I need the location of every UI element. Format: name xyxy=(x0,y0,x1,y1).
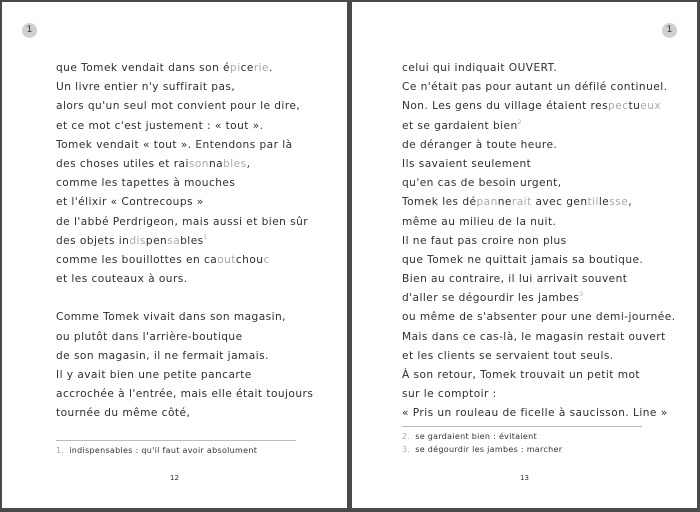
text-line xyxy=(402,270,652,289)
syllable-gray: pec xyxy=(608,100,629,113)
text-segment: Un livre entier n'y suffirait pas, xyxy=(56,81,236,94)
text-line xyxy=(56,270,306,289)
syllable-gray: sse xyxy=(609,196,629,209)
text-segment: de son magasin, il ne fermait jamais. xyxy=(56,349,269,362)
text-segment: sur le comptoir : xyxy=(402,388,497,401)
text-segment: Comme Tomek vivait dans son magasin, xyxy=(56,311,287,324)
text-segment: comme les bouillottes en ca xyxy=(56,253,218,266)
body-text xyxy=(56,59,314,424)
text-line xyxy=(402,308,676,327)
footnotes xyxy=(402,430,562,456)
text-segment: même au milieu de la nuit. xyxy=(402,215,557,228)
text-segment: , xyxy=(246,157,251,170)
syllable-gray: son xyxy=(188,157,209,170)
text-segment: pen xyxy=(145,234,168,247)
text-segment: Il ne faut pas croire non plus xyxy=(402,234,567,247)
page-number: 13 xyxy=(520,474,529,482)
text-line xyxy=(56,59,306,78)
syllable-gray: til xyxy=(587,196,599,209)
text-line xyxy=(56,404,306,423)
syllable-gray: out xyxy=(217,253,236,266)
footnote-text: indispensables : qu'il faut avoir absolument xyxy=(69,446,258,455)
syllable-gray: eux xyxy=(640,100,662,113)
text-segment: et les couteaux à ours. xyxy=(56,273,188,286)
syllable-gray: rie xyxy=(253,62,270,74)
text-line xyxy=(56,97,306,116)
footnote-ref: 3 xyxy=(579,291,584,299)
text-segment: Il y avait bien une petite pancarte xyxy=(56,369,252,381)
text-line xyxy=(56,174,306,193)
text-segment: na xyxy=(208,157,224,170)
text-segment: de l'abbé Perdrigeon, mais aussi et bien sûr xyxy=(56,215,309,228)
text-line xyxy=(402,404,668,423)
text-segment: que Tomek vendait dans son é xyxy=(56,62,231,74)
text-segment: Ils savaient seulement xyxy=(402,157,532,170)
text-line xyxy=(402,366,652,385)
text-segment: de déranger à toute heure. xyxy=(402,138,558,151)
syllable-gray: bles xyxy=(223,157,247,170)
text-segment: alors qu'un seul mot convient pour le dire, xyxy=(56,100,301,113)
text-segment: le xyxy=(598,196,610,209)
text-segment: des objets in xyxy=(56,234,130,247)
text-segment: que Tomek ne quittait jamais sa boutique. xyxy=(402,253,644,266)
footnote-ref: 1 xyxy=(203,233,208,241)
text-line xyxy=(402,289,652,308)
chapter-badge: 1 xyxy=(662,23,677,38)
footnote-divider xyxy=(56,440,296,441)
text-segment: ou même de s'absenter pour une demi-journée. xyxy=(402,311,676,324)
text-segment: Mais dans ce cas-là, le magasin restait ouvert xyxy=(402,330,666,343)
text-line xyxy=(402,193,652,212)
text-line xyxy=(56,347,306,366)
text-segment: ce xyxy=(240,62,254,74)
text-segment: « Pris un rouleau de ficelle à saucisson. Line » xyxy=(402,407,668,420)
footnote-text: se dégourdir les jambes : marcher xyxy=(415,445,563,454)
footnote-number: 2. xyxy=(402,432,411,441)
text-line xyxy=(402,385,652,404)
footnote-text: se gardaient bien : évitaient xyxy=(415,432,537,441)
text-line xyxy=(402,232,652,251)
footnote-ref: 2 xyxy=(517,118,522,126)
text-segment: Bien au contraire, il lui arrivait souvent xyxy=(402,273,628,286)
body-text xyxy=(402,59,676,424)
text-segment: bles xyxy=(180,234,204,247)
syllable-gray: dis xyxy=(129,234,146,247)
chapter-badge: 1 xyxy=(22,23,37,38)
text-line xyxy=(402,213,652,232)
text-segment: tournée du même côté, xyxy=(56,407,191,420)
text-line xyxy=(56,213,309,232)
text-segment: ne xyxy=(497,196,512,209)
text-segment: ou plutôt dans l'arrière-boutique xyxy=(56,330,243,343)
text-segment: accrochée à l'entrée, mais elle était toujours xyxy=(56,388,314,401)
syllable-gray: sa xyxy=(167,234,181,247)
syllable-gray: c xyxy=(263,253,270,266)
text-line xyxy=(56,155,306,174)
text-line xyxy=(402,136,652,155)
footnote-number: 1. xyxy=(56,446,65,455)
text-line xyxy=(56,328,306,347)
footnote-number: 3. xyxy=(402,445,411,454)
syllable-gray: pi xyxy=(230,62,241,74)
text-segment: Tomek vendait « tout ». Entendons par là xyxy=(56,138,293,151)
text-segment: et se gardaient bien xyxy=(402,119,518,132)
text-line xyxy=(402,117,652,136)
text-line xyxy=(402,155,652,174)
text-line xyxy=(56,193,306,212)
footnotes xyxy=(56,444,257,457)
text-segment: Ce n'était pas pour autant un défilé continuel. xyxy=(402,81,668,94)
text-segment: avec gen xyxy=(531,196,588,209)
text-line xyxy=(402,97,662,116)
syllable-gray: rait xyxy=(511,196,532,209)
text-segment: tu xyxy=(628,100,641,113)
text-line xyxy=(56,136,306,155)
text-segment: , xyxy=(628,196,633,209)
text-line xyxy=(56,308,306,327)
text-segment: d'aller se dégourdir les jambes xyxy=(402,292,580,305)
left-page xyxy=(2,2,347,508)
text-line xyxy=(402,174,652,193)
text-segment: Non. Les gens du village étaient res xyxy=(402,100,609,113)
text-line xyxy=(56,251,306,270)
text-segment: comme les tapettes à mouches xyxy=(56,177,236,190)
text-line xyxy=(402,328,666,347)
text-segment: Tomek les dé xyxy=(402,196,477,209)
footnote xyxy=(56,444,257,457)
text-line xyxy=(402,78,668,97)
text-line xyxy=(56,366,306,385)
text-segment: et les clients se servaient tout seuls. xyxy=(402,349,614,362)
page-number: 12 xyxy=(170,474,179,482)
text-line xyxy=(402,347,652,366)
text-line xyxy=(402,251,652,270)
text-segment: qu'en cas de besoin urgent, xyxy=(402,177,562,190)
syllable-gray: pan xyxy=(476,196,498,209)
text-line xyxy=(56,117,306,136)
footnote xyxy=(402,430,562,443)
text-segment: et l'élixir « Contrecoups » xyxy=(56,196,204,209)
text-segment: . xyxy=(269,62,273,74)
text-line xyxy=(56,232,306,251)
text-line xyxy=(56,78,306,97)
text-segment: des choses utiles et rai xyxy=(56,157,189,170)
text-line xyxy=(402,59,652,78)
footnote-divider xyxy=(402,426,642,427)
text-segment: et ce mot c'est justement : « tout ». xyxy=(56,119,264,132)
blank-line xyxy=(56,289,306,308)
right-page xyxy=(352,2,697,508)
text-segment: chou xyxy=(235,253,264,266)
text-segment: celui qui indiquait OUVERT. xyxy=(402,62,558,74)
text-line xyxy=(56,385,314,404)
footnote xyxy=(402,443,562,456)
text-segment: À son retour, Tomek trouvait un petit mot xyxy=(402,369,641,381)
